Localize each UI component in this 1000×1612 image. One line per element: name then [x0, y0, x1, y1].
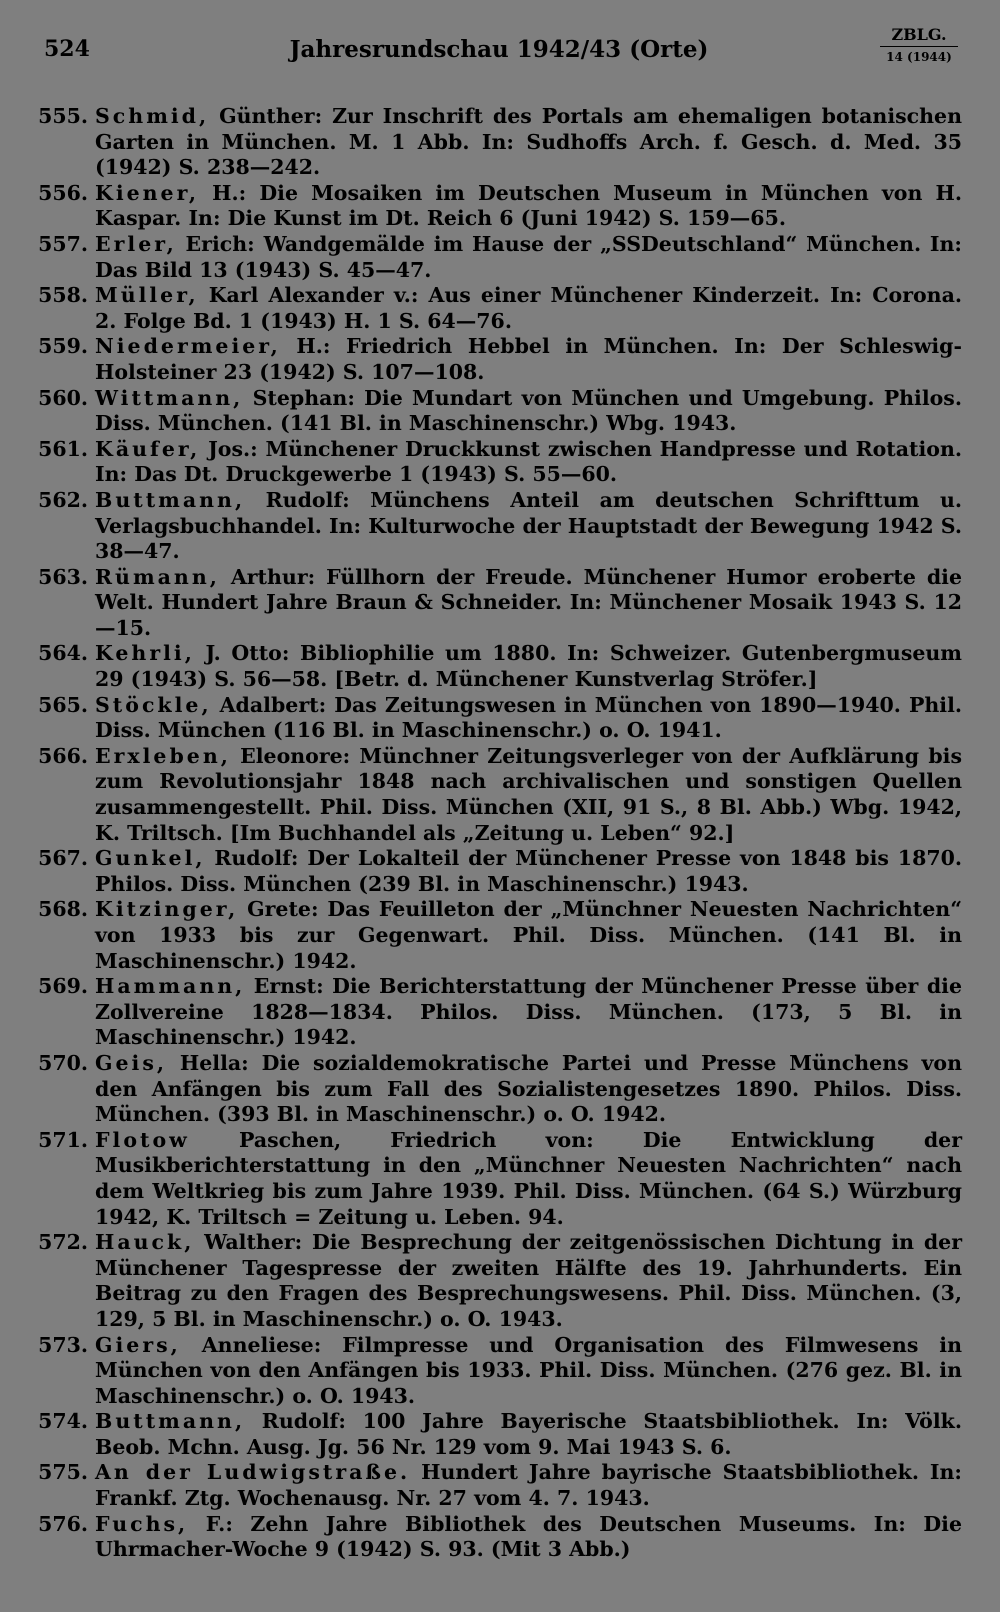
- entry-number: 569.: [38, 974, 88, 999]
- entry-citation: H.: Die Mosaiken im Deutschen Museum in München von H. Kaspar. In: Die Kunst im Dt. Reich 6 (Juni 1942) S. 159—65.: [95, 180, 962, 231]
- entry-author: Käufer,: [95, 436, 201, 461]
- entry-text: [92, 1333, 962, 1410]
- running-title: Jahresrundschau 1942/43 (Orte): [289, 36, 709, 63]
- entry-text: [92, 283, 962, 334]
- entry-citation: Jos.: Münchener Druckkunst zwischen Handpresse und Rotation. In: Das Dt. Druckgewerbe 1 (1943) S. 55—60.: [95, 436, 962, 487]
- entry-text: [92, 974, 962, 1051]
- entry-citation: Ernst: Die Berichterstattung der Münchener Presse über die Zollvereine 1828—1834. Philos. Diss. München. (173, 5 Bl. in Maschinenschr.) 1942.: [95, 974, 962, 1050]
- entry-number: 565.: [38, 692, 88, 717]
- entry-number: 563.: [38, 564, 88, 589]
- entry-citation: Walther: Die Besprechung der zeitgenössischen Dichtung in der Münchener Tagespresse der zweiten Hälfte des 19. Jahrhunderts. Ein Beitrag zu den Fragen des Besprechungswesens. Phil. Diss. München. (3, 129, 5 Bl. in Maschinenschr.) o. O. 1943.: [95, 1230, 962, 1331]
- entry-author: Müller,: [95, 283, 199, 308]
- entry-number: 558.: [38, 283, 88, 308]
- bibliography-entry: [36, 1512, 962, 1563]
- bibliography-entry: [36, 1409, 962, 1460]
- entry-number: 556.: [38, 180, 88, 205]
- bibliography-entry: [36, 283, 962, 334]
- entry-author: Kiener,: [95, 180, 200, 205]
- bibliography-entry: [36, 386, 962, 437]
- journal-volume: 14 (1944): [886, 50, 952, 64]
- entry-text: [92, 1512, 962, 1563]
- entry-number: 562.: [38, 487, 88, 512]
- entry-author: Stöckle,: [95, 692, 212, 717]
- entry-author: Hammann,: [95, 974, 246, 999]
- entry-citation: Stephan: Die Mundart von München und Umgebung. Philos. Diss. München. (141 Bl. in Maschinenschr.) Wbg. 1943.: [95, 385, 962, 436]
- entry-text: [92, 744, 962, 846]
- entry-citation: Hella: Die sozialdemokratische Partei und Presse Münchens von den Anfängen bis zum Fall des Sozialistengesetzes 1890. Philos. Diss. München. (393 Bl. in Maschinenschr.) o. O. 1942.: [95, 1050, 962, 1127]
- entry-citation: Hundert Jahre bayrische Staatsbibliothek. In: Frankf. Ztg. Wochenausg. Nr. 27 vom 4. 7. 1943.: [95, 1460, 962, 1511]
- entry-author: Giers,: [95, 1332, 181, 1357]
- entry-author: Buttmann,: [95, 1409, 246, 1434]
- entry-author: Buttmann,: [95, 487, 246, 512]
- entry-citation: Rudolf: 100 Jahre Bayerische Staatsbibliothek. In: Völk. Beob. Mchn. Ausg. Jg. 56 Nr. 129 vom 9. Mai 1943 S. 6.: [95, 1409, 962, 1459]
- entry-text: [92, 1230, 962, 1332]
- bibliography-list: [36, 104, 962, 1563]
- entry-number: 568.: [38, 897, 88, 922]
- bibliography-entry: [36, 104, 962, 181]
- entry-number: 576.: [38, 1511, 88, 1536]
- bibliography-entry: [36, 693, 962, 744]
- entry-citation: Anneliese: Filmpresse und Organisation des Filmwesens in München von den Anfängen bis 1933. Phil. Diss. München. (276 gez. Bl. in Maschinenschr.) o. O. 1943.: [95, 1332, 962, 1408]
- bibliography-entry: [36, 744, 962, 846]
- entry-text: [92, 846, 962, 897]
- entry-author: Kehrli,: [95, 641, 195, 666]
- entry-number: 555.: [38, 104, 88, 128]
- bibliography-entry: [36, 488, 962, 565]
- entry-text: [92, 1460, 962, 1511]
- entry-author: Geis,: [95, 1050, 168, 1075]
- entry-text: [92, 181, 962, 232]
- bibliography-entry: [36, 974, 962, 1051]
- entry-text: [92, 104, 962, 181]
- entry-author: Kitzinger,: [95, 897, 239, 922]
- entry-citation: H.: Friedrich Hebbel in München. In: Der Schleswig-Holsteiner 23 (1942) S. 107—108.: [95, 334, 962, 384]
- entry-number: 560.: [38, 385, 88, 410]
- entry-citation: Adalbert: Das Zeitungswesen in München von 1890—1940. Phil. Diss. München (116 Bl. in Maschinenschr.) o. O. 1941.: [95, 692, 962, 743]
- entry-citation: Rudolf: Der Lokalteil der Münchener Presse von 1848 bis 1870. Philos. Diss. München (239 Bl. in Maschinenschr.) 1943.: [95, 846, 962, 896]
- entry-number: 567.: [38, 846, 88, 871]
- entry-citation: Rudolf: Münchens Anteil am deutschen Schrifttum u. Verlagsbuchhandel. In: Kulturwoche der Hauptstadt der Bewegung 1942 S. 38—47.: [95, 487, 962, 564]
- bibliography-entry: [36, 232, 962, 283]
- bibliography-entry: [36, 897, 962, 974]
- entry-text: [92, 1128, 962, 1230]
- bibliography-entry: [36, 437, 962, 488]
- bibliography-entry: [36, 181, 962, 232]
- entry-citation: Günther: Zur Inschrift des Portals am ehemaligen botanischen Garten in München. M. 1 Abb. In: Sudhoffs Arch. f. Gesch. d. Med. 35 (1942) S. 238—242.: [95, 104, 962, 180]
- entry-citation: F.: Zehn Jahre Bibliothek des Deutschen Museums. In: Die Uhrmacher-Woche 9 (1942) S. 93. (Mit 3 Abb.): [95, 1511, 962, 1562]
- entry-citation: Karl Alexander v.: Aus einer Münchener Kinderzeit. In: Corona. 2. Folge Bd. 1 (1943) H. 1 S. 64—76.: [95, 283, 962, 333]
- entry-text: [92, 232, 962, 283]
- entry-author: Erxleben,: [95, 743, 231, 768]
- entry-author: Rümann,: [95, 564, 220, 589]
- entry-text: [92, 1409, 962, 1460]
- entry-author: Gunkel,: [95, 846, 206, 871]
- entry-text: [92, 386, 962, 437]
- entry-citation: Erich: Wandgemälde im Hause der „SSDeutschland“ München. In: Das Bild 13 (1943) S. 45—47.: [95, 231, 962, 282]
- bibliography-entry: [36, 1230, 962, 1332]
- bibliography-entry: [36, 641, 962, 692]
- entry-number: 559.: [38, 334, 88, 359]
- entry-author: Wittmann,: [95, 385, 244, 410]
- entry-text: [92, 488, 962, 565]
- entry-number: 561.: [38, 436, 88, 461]
- entry-citation: J. Otto: Bibliophilie um 1880. In: Schweizer. Gutenbergmuseum 29 (1943) S. 56—58. [Betr. d. Münchener Kunstverlag Ströfer.]: [95, 641, 962, 692]
- entry-text: [92, 1051, 962, 1128]
- entry-number: 574.: [38, 1409, 88, 1434]
- entry-author: Hauck,: [95, 1230, 195, 1255]
- journal-abbreviation: ZBLG.: [880, 26, 958, 47]
- entry-number: 572.: [38, 1230, 88, 1255]
- entry-number: 573.: [38, 1332, 88, 1357]
- entry-author: Schmid,: [95, 104, 210, 128]
- entry-author: Flotow: [95, 1127, 190, 1152]
- entry-number: 575.: [38, 1460, 88, 1485]
- bibliography-entry: [36, 1333, 962, 1410]
- entry-number: 571.: [38, 1127, 88, 1152]
- page-number: 524: [44, 36, 90, 62]
- entry-number: 570.: [38, 1050, 88, 1075]
- entry-author: Niedermeier,: [95, 334, 281, 359]
- entry-author: Erler,: [95, 231, 177, 256]
- bibliography-entry: [36, 846, 962, 897]
- entry-text: [92, 693, 962, 744]
- journal-reference: [880, 26, 958, 65]
- entry-text: [92, 565, 962, 642]
- entry-number: 564.: [38, 641, 88, 666]
- entry-citation: Grete: Das Feuilleton der „Münchner Neuesten Nachrichten“ von 1933 bis zur Gegenwart. Phil. Diss. München. (141 Bl. in Maschinenschr.) 1942.: [95, 897, 962, 973]
- entry-text: [92, 641, 962, 692]
- bibliography-entry: [36, 1051, 962, 1128]
- entry-citation: Paschen, Friedrich von: Die Entwicklung der Musikberichterstattung in den „Münchner Neuesten Nachrichten“ nach dem Weltkrieg bis zum Jahre 1939. Phil. Diss. München. (64 S.) Würzburg 1942, K. Triltsch = Zeitung u. Leben. 94.: [95, 1127, 962, 1229]
- entry-number: 557.: [38, 231, 88, 256]
- entry-citation: Arthur: Füllhorn der Freude. Münchener Humor eroberte die Welt. Hundert Jahre Braun & Schneider. In: Münchener Mosaik 1943 S. 12—15.: [95, 564, 962, 640]
- entry-text: [92, 437, 962, 488]
- entry-citation: Eleonore: Münchner Zeitungsverleger von der Aufklärung bis zum Revolutionsjahr 1848 nach archivalischen und sonstigen Quellen zusammengestellt. Phil. Diss. München (XII, 91 S., 8 Bl. Abb.) Wbg. 1942, K. Triltsch. [Im Buchhandel als „Zeitung u. Leben“ 92.]: [95, 743, 962, 845]
- entry-text: [92, 334, 962, 385]
- entry-author: Fuchs,: [95, 1511, 189, 1536]
- entry-author: An der Ludwigstraße.: [95, 1460, 411, 1485]
- bibliography-entry: [36, 1460, 962, 1511]
- bibliography-entry: [36, 565, 962, 642]
- entry-text: [92, 897, 962, 974]
- entry-number: 566.: [38, 743, 88, 768]
- page-header: [36, 24, 962, 64]
- bibliography-entry: [36, 334, 962, 385]
- bibliography-entry: [36, 1128, 962, 1230]
